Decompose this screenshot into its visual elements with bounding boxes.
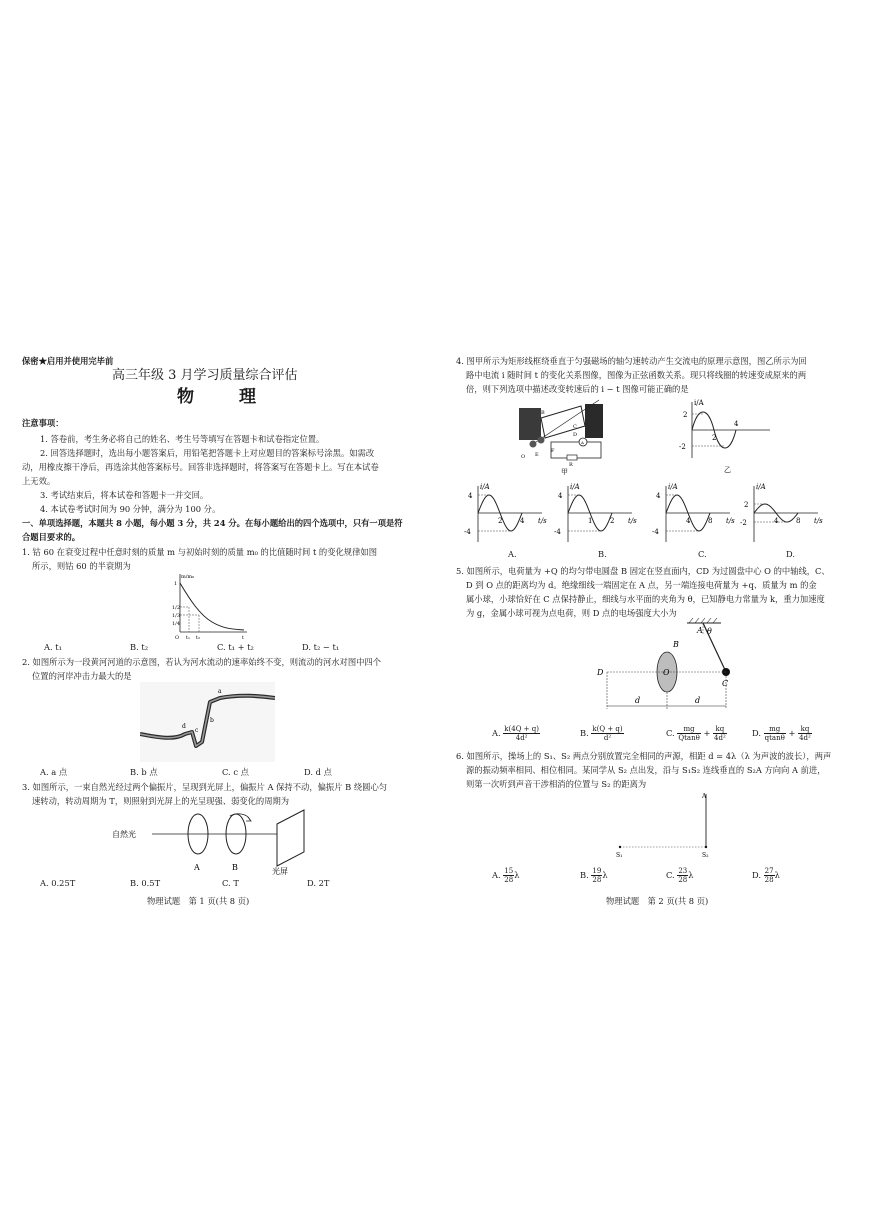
graph-tick: 4 [656, 492, 661, 500]
notice-line: 2. 回答选择题时，选出每小题答案后，用铅笔把答题卡上对应题目的答案标号涂黑。如需改 [40, 448, 375, 458]
river-diagram [140, 682, 275, 762]
plus-sign: + [788, 728, 796, 738]
graph-tick: 2 [498, 517, 503, 525]
denominator: 28 [504, 876, 514, 884]
graph-y-label: i/A [756, 483, 766, 491]
polarizer-a-label: A [194, 863, 200, 872]
option-b: B. 0.5T [130, 878, 161, 888]
option-prefix: A. [492, 870, 501, 880]
graph-tick: 8 [796, 517, 801, 525]
denominator: 4d² [515, 734, 528, 742]
question-1-text: 1. 钴 60 在衰变过程中任意时刻的质量 m 与初始时刻的质量 m₀ 的比值随时间 t 的变化规律如图 [22, 547, 377, 557]
option-c [666, 867, 694, 884]
notice-line: 3. 考试结束后，将本试卷和答题卡一并交回。 [40, 490, 209, 500]
figure-label: C [573, 424, 577, 430]
option-a: A. [508, 549, 517, 559]
figure-caption-yi: 乙 [724, 466, 731, 474]
numerator: 27 [764, 867, 774, 875]
graph-tick: 1/4 [172, 621, 181, 627]
unit: λ [514, 870, 520, 880]
screen-label: 光屏 [272, 867, 288, 876]
point-a-label: A [702, 793, 707, 800]
numerator: kq [798, 725, 812, 734]
graph-y-label: i/A [570, 483, 580, 491]
graph-tick: 2 [744, 501, 749, 509]
option-a [492, 725, 540, 742]
fraction [677, 867, 688, 884]
denominator: 28 [678, 876, 688, 884]
question-6-text: 6. 如图所示，操场上的 S₁、S₂ 两点分别放置完全相同的声源，相距 d = 4λ（λ 为声波的波长），两声 [456, 751, 832, 761]
numerator: mg [764, 725, 786, 734]
graph-x-label: t/s [814, 517, 823, 525]
option-c: C. t₁ + t₂ [217, 642, 254, 652]
denominator: Qtanθ [678, 734, 700, 742]
question-3-text: 3. 如图所示，一束自然光经过两个偏振片，呈现到光屏上，偏振片 A 保持不动，偏振片 B 绕圆心匀 [22, 782, 388, 792]
denominator: d² [603, 734, 612, 742]
option-graphs [456, 480, 866, 558]
graph-tick: -4 [464, 528, 471, 536]
graph-tick: t₁ [186, 635, 191, 640]
graph-y-label: m/m₀ [181, 574, 195, 580]
option-d: D. d 点 [304, 767, 332, 777]
option-b: B. [598, 549, 607, 559]
numerator: mg [677, 725, 700, 734]
option-c: C. [698, 549, 707, 559]
fraction [591, 867, 602, 884]
numerator: 19 [592, 867, 602, 875]
question-2-text: 2. 如图所示为一段黄河河道的示意图，若认为河水流动的速率始终不变，则流动的河水对图中四个 [22, 657, 382, 667]
option-a: A. t₁ [44, 642, 62, 652]
notice-line: 4. 本试卷考试时间为 90 分钟，满分为 100 分。 [40, 504, 221, 514]
option-b [580, 725, 624, 742]
subject-title: 物 理 [177, 387, 270, 407]
graph-y-label: i/A [668, 483, 678, 491]
distance-label: d [695, 696, 701, 705]
option-b: B. b 点 [130, 767, 158, 777]
notice-line: 动，用橡皮擦干净后，再选涂其他答案标号。回答非选择题时，将答案写在答题卡上。写在本试卷 [22, 462, 379, 472]
option-prefix: C. [666, 728, 675, 738]
option-b: B. t₂ [130, 642, 149, 652]
figure-label: A [581, 440, 584, 445]
sound-sources-diagram [606, 790, 726, 870]
figure-caption-jia: 甲 [561, 468, 568, 476]
section-heading: 合题目要求的。 [22, 532, 81, 542]
graph-tick: 4 [520, 517, 525, 525]
fraction [713, 725, 727, 742]
graph-tick: 4 [734, 420, 739, 428]
option-c: C. c 点 [222, 767, 249, 777]
question-6-text: 源的振动频率相同、相位相同。某同学从 S₂ 点出发，沿与 S₁S₂ 连线垂直的 S₂A 方向向 A 前进， [466, 765, 826, 775]
decay-graph [172, 570, 252, 640]
option-a [492, 867, 519, 884]
figure-label: F [551, 448, 555, 454]
denominator: 28 [592, 876, 602, 884]
figure-label: O [521, 454, 526, 460]
option-c [666, 725, 727, 742]
graph-y-label: i/A [480, 483, 490, 491]
fraction [764, 725, 786, 742]
question-5-text: 属小球，小球恰好在 C 点保持静止，细线与水平面的夹角为 θ，已知静电力常量为 k，重力加速度 [466, 594, 825, 604]
figure-label: R [569, 462, 573, 468]
point-label: c [195, 727, 199, 734]
denominator: 28 [764, 876, 774, 884]
exam-page-2 [456, 352, 866, 912]
graph-tick: -2 [679, 443, 686, 451]
question-4-text: 4. 图甲所示为矩形线框绕垂直于匀强磁场的轴匀速转动产生交流电的原理示意图，图乙所示为回 [456, 356, 807, 366]
point-label: b [210, 717, 214, 724]
current-graph-yi [674, 396, 774, 476]
option-d: D. 2T [307, 878, 330, 888]
unit: λ [602, 870, 608, 880]
option-prefix: C. [666, 870, 675, 880]
point-label: d [182, 723, 186, 730]
graph-x-label: t/s [628, 517, 637, 525]
graph-tick: 4 [468, 492, 473, 500]
distance-label: d [635, 696, 641, 705]
graph-tick: 1/3 [172, 613, 181, 619]
option-a: A. a 点 [40, 767, 68, 777]
graph-x-label: t/s [538, 517, 547, 525]
question-6-text: 则第一次听到声音干涉相消的位置与 S₂ 的距离为 [466, 779, 647, 789]
unit: λ [774, 870, 780, 880]
option-prefix: B. [580, 870, 589, 880]
unit: λ [688, 870, 694, 880]
question-4-text: 路中电流 i 随时间 t 的变化关系图像，图像为正弦函数关系。现只将线圈的转速变成原来的两 [466, 370, 807, 380]
graph-tick: t [242, 635, 245, 640]
source-s1-label: S₁ [616, 852, 623, 859]
figure-label: D [573, 432, 578, 438]
graph-x-label: t/s [726, 517, 735, 525]
fraction [677, 725, 700, 742]
option-current-graph [644, 480, 744, 550]
generator-diagram [511, 396, 621, 476]
option-prefix: B. [580, 728, 589, 738]
graph-tick: 1/2 [172, 605, 181, 611]
graph-tick: 4 [558, 492, 563, 500]
polarizer-diagram [112, 808, 342, 878]
graph-tick: 2 [610, 517, 615, 525]
numerator: k(Q + q) [592, 725, 623, 733]
natural-light-label: 自然光 [112, 830, 136, 839]
option-c: C. T [222, 878, 239, 888]
fraction [503, 725, 540, 742]
graph-tick: 2 [683, 411, 688, 419]
fraction [591, 725, 623, 742]
numerator: 15 [504, 867, 514, 875]
option-d [752, 867, 780, 884]
point-a-label: A [697, 626, 703, 635]
numerator: k(4Q + q) [504, 725, 539, 733]
question-2-text: 位置的河岸冲击力最大的是 [32, 671, 132, 681]
option-b [580, 867, 608, 884]
fraction [798, 725, 812, 742]
disk-b-label: B [673, 640, 679, 649]
question-4-text: 倍，则下列选项中描述改变转速后的 i − t 图像可能正确的是 [466, 384, 689, 394]
notice-line: 1. 答卷前，考生务必将自己的姓名、考生号等填写在答题卡和试卷指定位置。 [40, 434, 325, 444]
numerator: 23 [678, 867, 688, 875]
figure-label: B [541, 410, 545, 416]
section-heading: 一、单项选择题，本题共 8 小题，每小题 3 分，共 24 分。在每小题给出的四个选项中，只有一项是符 [22, 518, 403, 528]
question-1-text: 所示，则钴 60 的半衰期为 [32, 561, 131, 571]
fraction [503, 867, 514, 884]
option-prefix: D. [752, 870, 761, 880]
point-d-label: D [597, 668, 604, 677]
plus-sign: + [703, 728, 711, 738]
option-d [752, 725, 812, 742]
theta-label: θ [707, 627, 712, 636]
question-5-text: 5. 如图所示，电荷量为 +Q 的均匀带电圆盘 B 固定在竖直面内，CD 为过圆盘中心 O 的中轴线，C、 [456, 566, 830, 576]
numerator: kq [713, 725, 727, 734]
option-current-graph [546, 480, 646, 550]
point-label: a [218, 688, 222, 695]
confidentiality-label: 保密★启用并使用完毕前 [22, 356, 114, 366]
graph-tick: 8 [708, 517, 713, 525]
exam-title: 高三年级 3 月学习质量综合评估 [112, 368, 298, 383]
graph-tick: t₂ [196, 635, 201, 640]
option-d: D. t₂ − t₁ [302, 642, 340, 652]
figure-label: E [535, 452, 539, 458]
option-prefix: A. [492, 728, 501, 738]
graph-tick: 1 [588, 517, 593, 525]
graph-y-label: i/A [694, 399, 704, 407]
source-s2-label: S₂ [702, 852, 709, 859]
notice-heading: 注意事项： [22, 418, 64, 428]
option-prefix: D. [752, 728, 761, 738]
option-d: D. [786, 549, 795, 559]
graph-tick: -2 [740, 519, 747, 527]
page-footer: 物理试题 第 2 页(共 8 页) [606, 896, 709, 906]
notice-line: 上无效。 [22, 476, 56, 486]
denominator: qtanθ [764, 734, 785, 742]
graph-tick: -4 [554, 528, 561, 536]
denominator: 4d² [799, 734, 811, 742]
question-5-text: D 到 O 点的距离均为 d。绝缘细线一端固定在 A 点，另一端连接电荷量为 +q、质量为 m 的金 [466, 580, 817, 590]
graph-tick: O [175, 635, 180, 640]
polarizer-b-label: B [232, 863, 238, 872]
option-current-graph [732, 480, 832, 550]
point-c-label: C [722, 679, 729, 688]
question-3-text: 速转动，转动周期为 T，则照射到光屏上的光呈现强、弱变化的周期为 [32, 796, 290, 806]
graph-tick: 4 [774, 517, 779, 525]
graph-tick: 2 [712, 434, 717, 442]
question-5-text: 为 g，金属小球可视为点电荷，则 D 点的电场强度大小为 [466, 608, 677, 618]
fraction [764, 867, 775, 884]
exam-page-1 [22, 352, 432, 912]
graph-tick: -4 [652, 528, 659, 536]
denominator: 4d² [714, 734, 726, 742]
center-o-label: O [663, 668, 670, 677]
page-footer: 物理试题 第 1 页(共 8 页) [147, 896, 250, 906]
option-a: A. 0.25T [40, 878, 76, 888]
charged-disk-diagram [591, 617, 751, 727]
graph-tick: 4 [686, 517, 691, 525]
option-current-graph [456, 480, 556, 550]
graph-tick: 1 [174, 581, 178, 587]
